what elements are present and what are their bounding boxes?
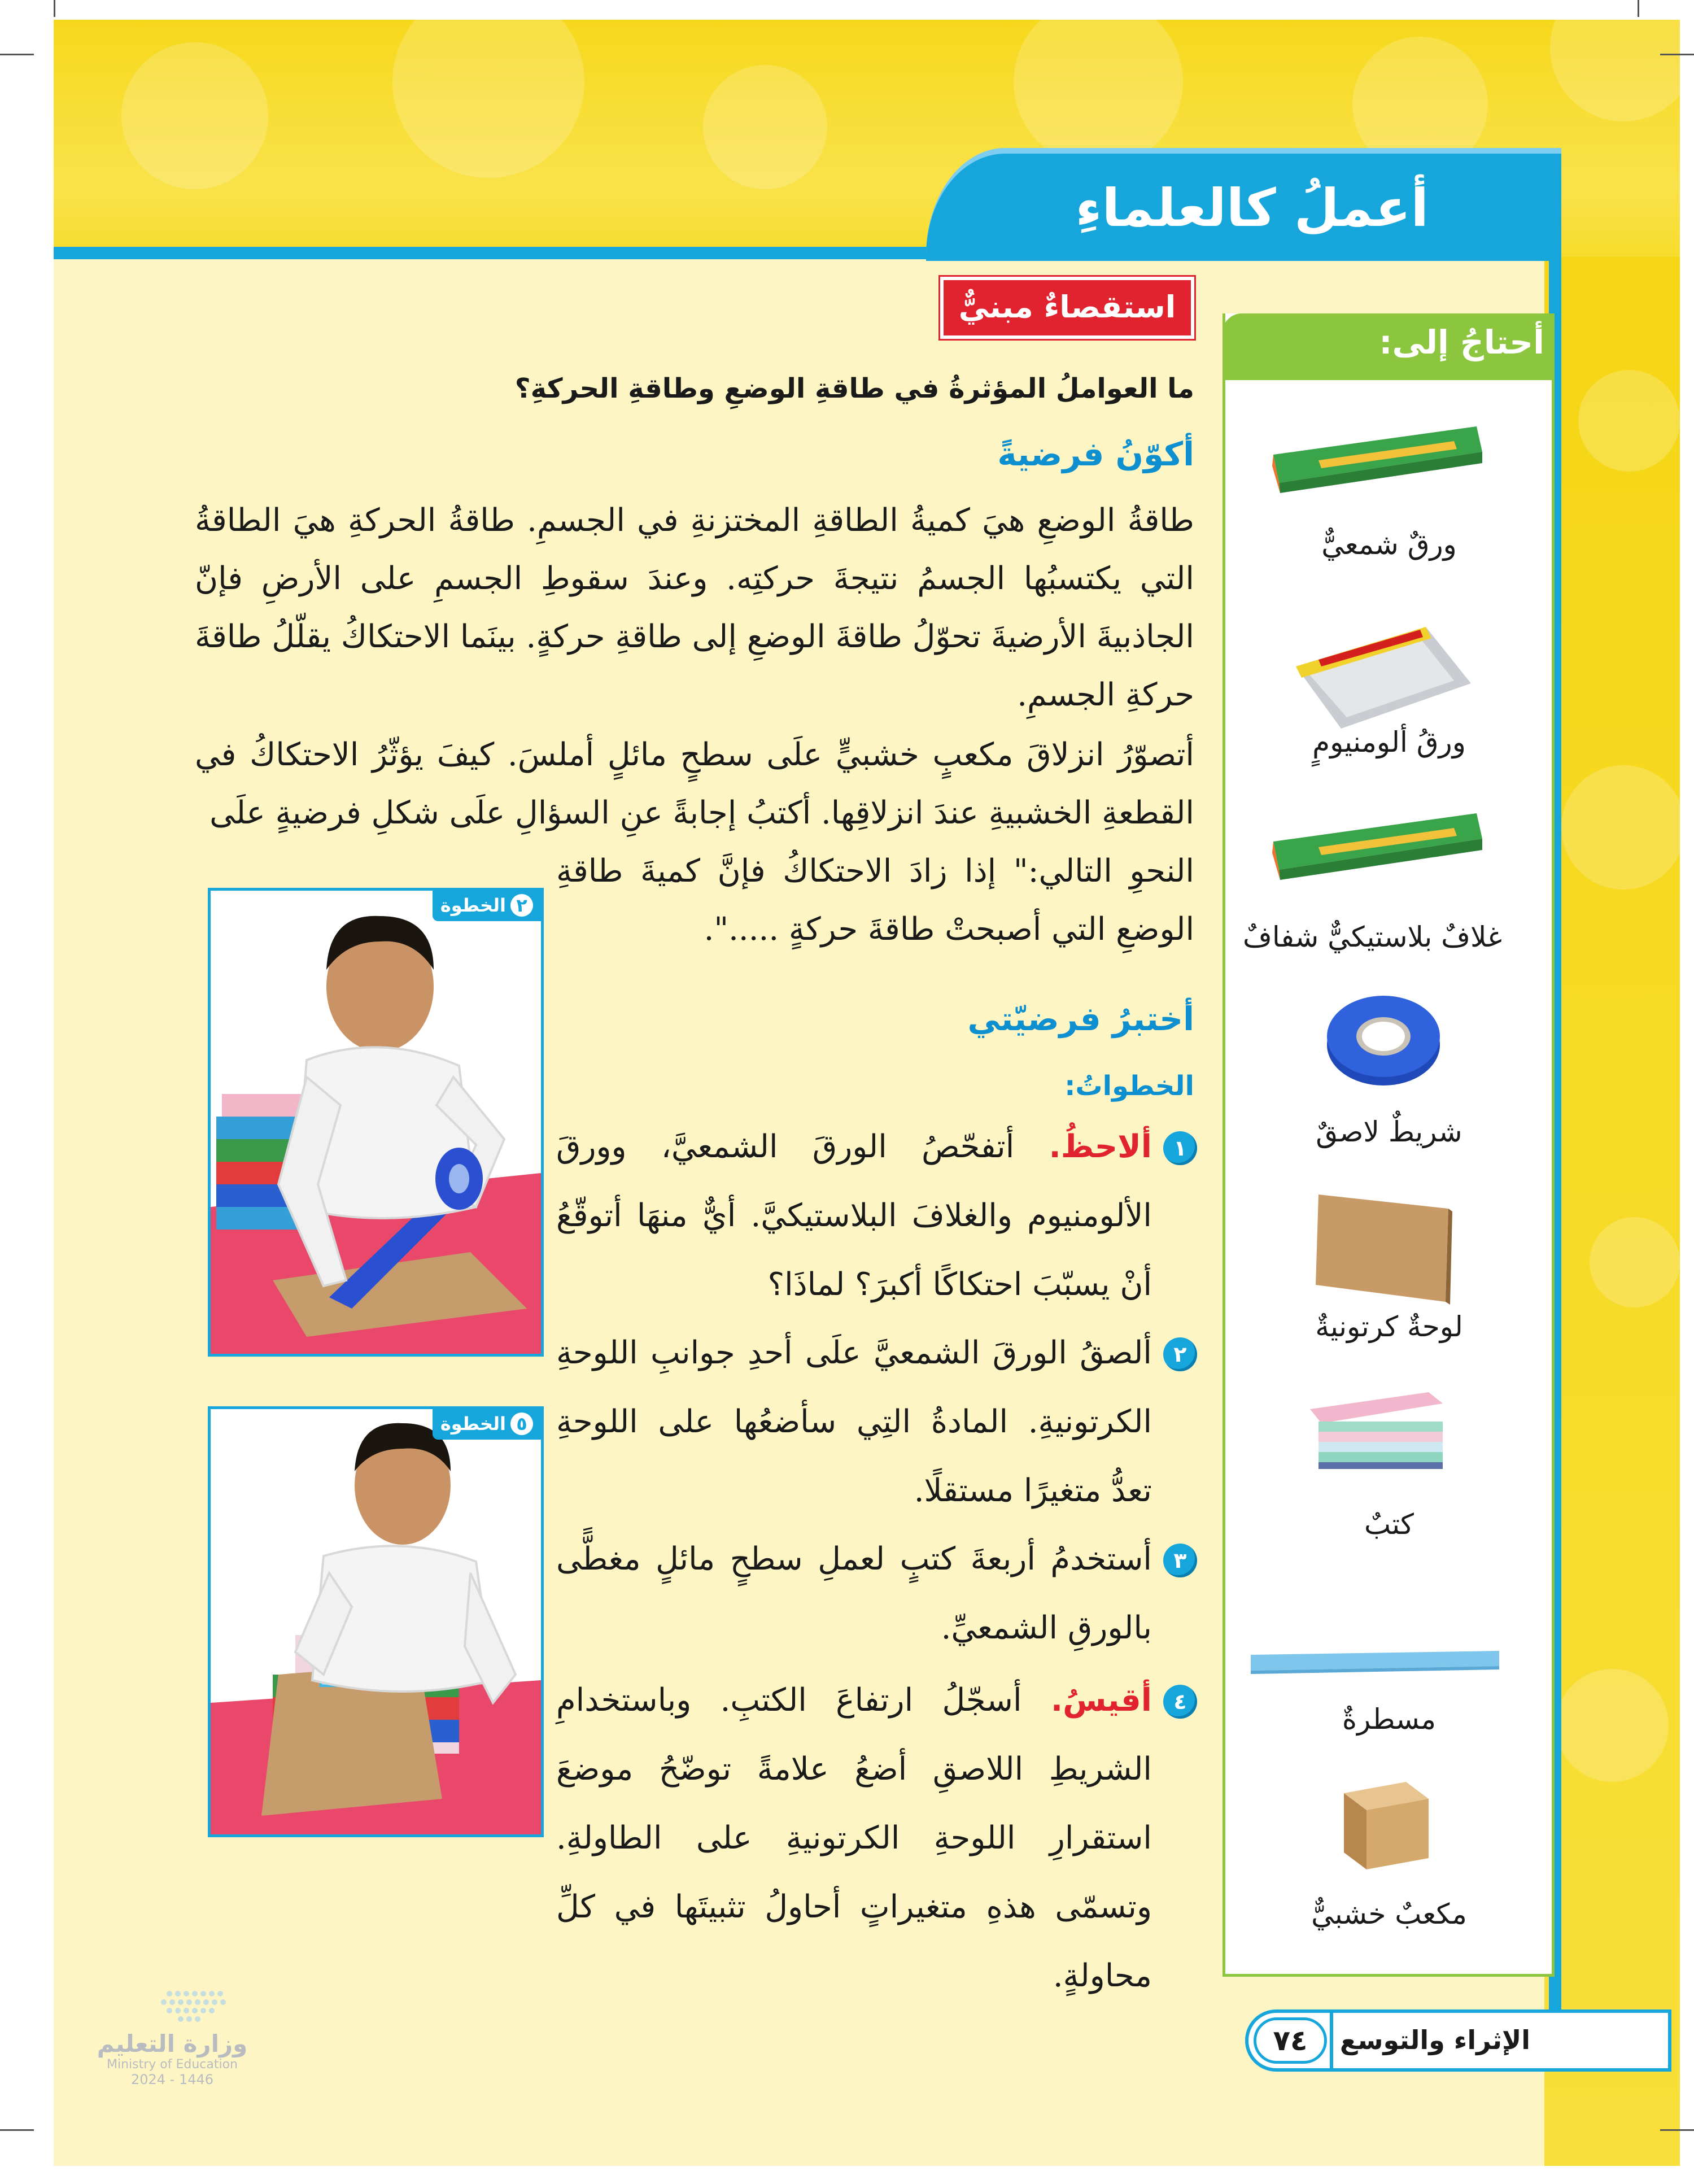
boy-cube-photo (211, 1409, 541, 1834)
inquiry-badge-label: استقصاءٌ مبنيٌّ (958, 289, 1176, 325)
photo-step-tag (433, 891, 541, 921)
page-title: أعملُ كالعلماءِ (1075, 178, 1429, 238)
material-ruler: مسطرةٌ (1342, 1703, 1437, 1736)
hypothesis-paragraph-1: طاقةُ الوضعِ هيَ كميةُ الطاقةِ المختزنةِ في الجسمِ. طاقةُ الحركةِ هيَ الطاقةُ التي يكتسبُها الجسمُ نتيجةَ حركتِه. وعندَ سقوطِ الجسمِ على الأرضِ فإنّ الجاذبيةَ الأرضيةَ تحوّلُ طاقةَ الوضعِ إلى طاقةِ حركةٍ. بينَما الاحتكاكُ يقلّلُ طاقةَ حركةِ الجسمِ. (195, 502, 1194, 713)
boy-taping-photo (211, 891, 541, 1354)
step-number: ٣ (1163, 1544, 1197, 1577)
step-3-text: أستخدمُ أربعةَ كتبٍ لعملِ سطحٍ مائلٍ مغطًّى بالورقِ الشمعيِّ. (556, 1541, 1152, 1646)
crop-mark (1638, 0, 1639, 17)
right-decor-stripe (1544, 257, 1680, 2166)
book-stack-icon (1304, 1387, 1446, 1471)
step-2 (556, 1319, 1194, 1525)
inquiry-question: ما العواملُ المؤثرةُ في طاقةِ الوضعِ وطاقةِ الحركةِ؟ (514, 373, 1194, 404)
step-2-text: ألصقُ الورقَ الشمعيَّ علَى أحدِ جوانبِ اللوحةِ الكرتونيةِ. المادةُ التِي سأضعُها على اللوحةِ تعدُّ متغيرًا مستقلًا. (556, 1335, 1152, 1509)
crop-mark (0, 2129, 34, 2131)
plastic-wrap-roll-icon (1268, 808, 1488, 881)
material-tape: شريطٌ لاصقٌ (1316, 1115, 1462, 1148)
materials-title: أحتاجُ إلى: (1379, 323, 1544, 361)
material-plastic-wrap: غلافٌ بلاستيكيٌّ شفافٌ (1243, 921, 1502, 953)
photo-step-number: ٥ (510, 1413, 533, 1435)
step-1 (556, 1113, 1194, 1319)
footer-separator (1330, 2012, 1333, 2069)
ministry-year: 2024 - 1446 (130, 2072, 214, 2087)
step-4-text: أسجّلُ ارتفاعَ الكتبِ. وباستخدامِ الشريطِ اللاصقِ أضعُ علامةً توضّحُ موضعَ استقرارِ اللوحةِ الكرتونيةِ على الطاولةِ. وتسمّى هذهِ متغيراتٍ أحاولُ تثبيتَها في كلِّ محاولةٍ. (556, 1682, 1152, 1994)
step-4 (556, 1666, 1194, 2011)
page-number: ٧٤ (1254, 2017, 1327, 2064)
material-cardboard: لوحةٌ كرتونيةٌ (1315, 1310, 1463, 1343)
ruler-icon (1248, 1649, 1502, 1675)
tape-roll-icon (1321, 991, 1446, 1087)
photo-step-number: ٢ (510, 894, 533, 917)
photo-step-label: الخطوة (440, 1413, 506, 1435)
hypothesis-paragraph-2b: النحوِ التالي:" إذا زادَ الاحتكاكُ فإنَّ كميةَ طاقةِ الوضعِ التي أصبحتْ طاقةَ حركةٍ .....". (556, 853, 1194, 948)
step-1-key: ألاحظُ. (1049, 1128, 1152, 1165)
material-wax-paper: ورقٌ شمعيٌّ (1321, 528, 1457, 561)
ministry-logo (96, 1988, 248, 2087)
material-wooden-cube: مكعبٌ خشبيٌّ (1311, 1898, 1467, 1930)
step-2-photo (208, 888, 544, 1357)
footer-section-label: الإثراء والتوسع (1339, 2025, 1530, 2055)
ministry-name-ar: وزارة التعليم (97, 2030, 248, 2057)
step-4-key: أقيسُ. (1050, 1682, 1152, 1719)
step-number: ١ (1163, 1131, 1197, 1165)
crop-mark (1660, 2129, 1694, 2131)
wooden-cube-icon (1338, 1776, 1434, 1872)
inquiry-badge (940, 277, 1194, 339)
step-number: ٢ (1163, 1337, 1197, 1371)
photo-step-tag (433, 1409, 541, 1440)
ministry-dots-icon (96, 1988, 248, 2028)
step-number: ٤ (1163, 1685, 1197, 1719)
ministry-name-en: Ministry of Education (106, 2057, 238, 2072)
cardboard-board-icon (1310, 1189, 1457, 1307)
photo-step-label: الخطوة (440, 895, 506, 916)
hypothesis-heading: أكوّنُ فرضيةً (997, 435, 1194, 473)
wax-paper-roll-icon (1268, 421, 1488, 494)
crop-mark (1660, 54, 1694, 55)
step-5-photo (208, 1406, 544, 1837)
hypothesis-paragraph-2a: أتصوّرُ انزلاقَ مكعبٍ خشبيٍّ علَى سطحٍ مائلٍ أملسَ. كيفَ يؤثّرُ الاحتكاكُ في القطعةِ الخشبيةِ عندَ انزلاقِها. أكتبُ إجابةً عنِ السؤالِ علَى شكلِ فرضيةٍ علَى (195, 736, 1194, 831)
crop-mark (54, 0, 55, 17)
test-heading: أختبرُ فرضيّتي (967, 1000, 1194, 1038)
material-aluminum-foil: ورقُ ألومنيومٍ (1312, 726, 1466, 758)
material-books: كتبٌ (1364, 1508, 1414, 1541)
step-1-text: أتفحّصُ الورقَ الشمعيَّ، وورقَ الألومنيوم والغلافَ البلاستيكيَّ. أيٌّ منهَا أتوقّعُ أنْ يسبّبَ احتكاكًا أكبرَ؟ لماذَا؟ (556, 1128, 1152, 1303)
crop-mark (0, 54, 34, 55)
aluminum-foil-icon (1285, 616, 1482, 734)
step-3 (556, 1525, 1194, 1663)
steps-label: الخطواتُ: (1064, 1070, 1194, 1102)
